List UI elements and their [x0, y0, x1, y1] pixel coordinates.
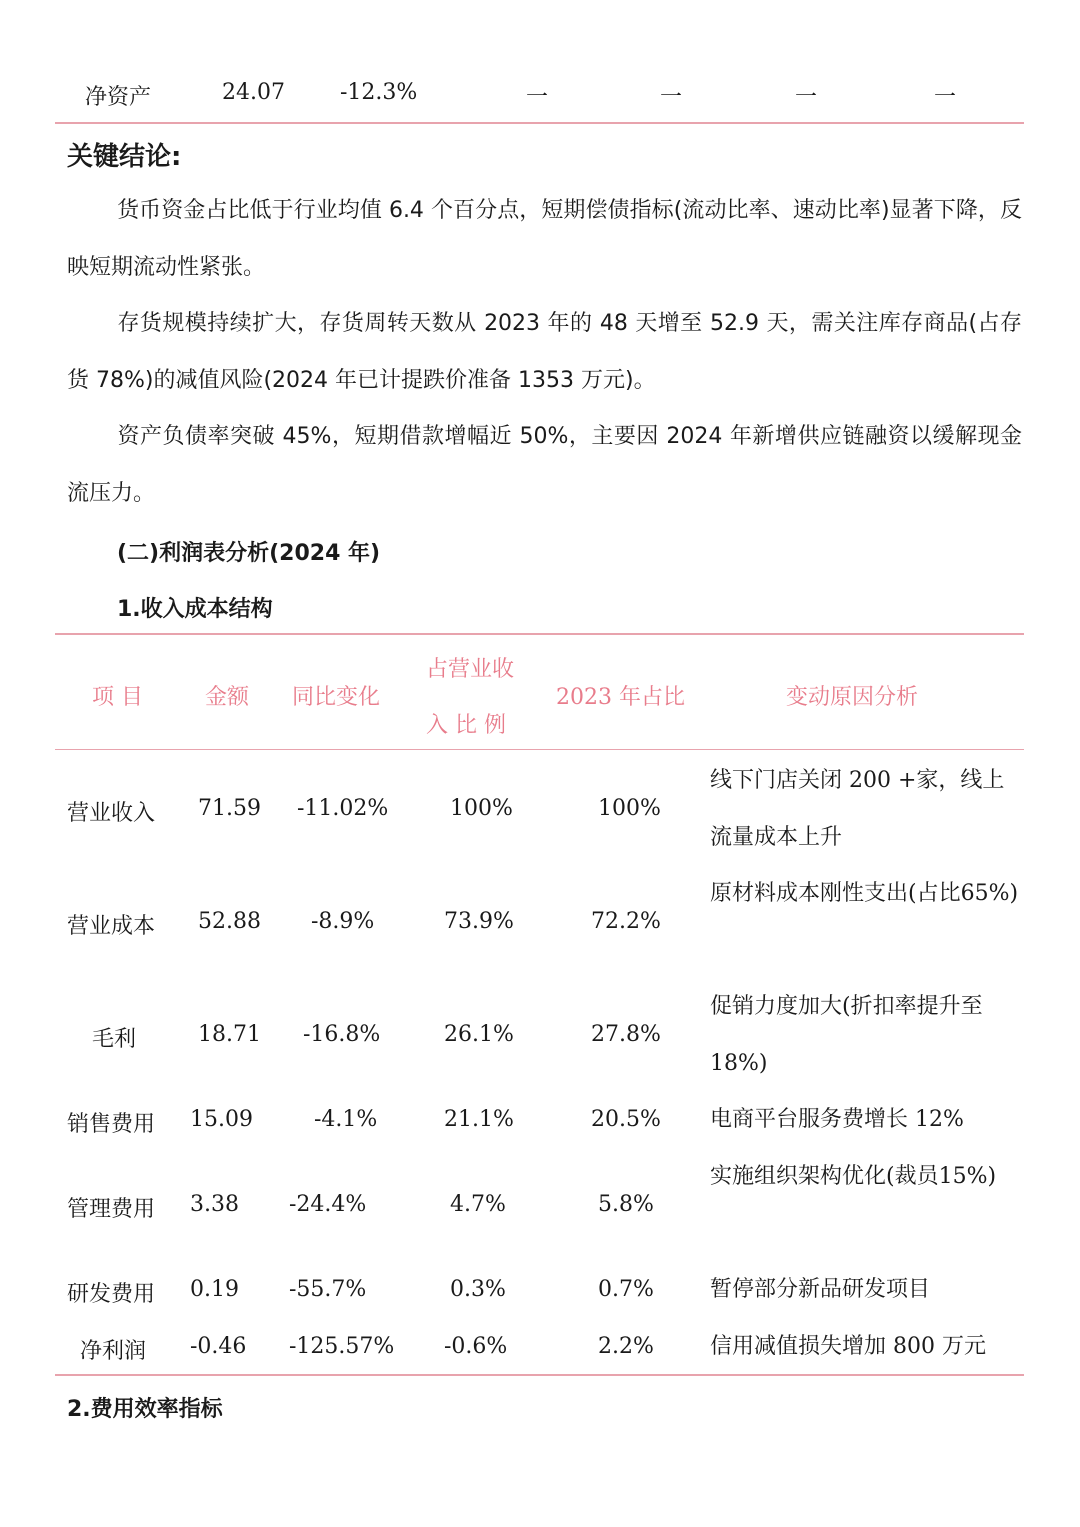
cell-yoy: -125.57%: [289, 1334, 395, 1359]
cell-share-2023: 0.7%: [598, 1277, 654, 1302]
cell-reason: 原材料成本刚性支出(占比65%): [710, 881, 1019, 906]
cell-share-2023: 72.2%: [591, 909, 661, 934]
cell-item: 毛利: [92, 1027, 137, 1052]
cell-share: 21.1%: [444, 1107, 514, 1132]
conclusion-paragraph: 资产负债率突破 45%，短期借款增幅近 50%，主要因 2024 年新增供应链融资以缓解现金流压力。: [67, 424, 1022, 506]
cell-reason: 暂停部分新品研发项目: [710, 1277, 931, 1302]
cell-yoy: -24.4%: [289, 1192, 367, 1217]
cell-item: 营业成本: [67, 914, 156, 939]
cell-reason: 促销力度加大(折扣率提升至 18%): [710, 994, 983, 1076]
cell-amount: -0.46: [190, 1334, 247, 1359]
table-bottom-rule: [55, 122, 1024, 124]
dash-cell: 一: [660, 85, 683, 110]
cell-share: 26.1%: [444, 1022, 514, 1047]
conclusion-paragraph: 货币资金占比低于行业均值 6.4 个百分点，短期偿债指标(流动比率、速动比率)显著下降，反映短期流动性紧张。: [67, 198, 1022, 280]
cell-item: 管理费用: [67, 1197, 156, 1222]
cell-amount: 15.09: [190, 1107, 253, 1132]
cell-yoy: -11.02%: [297, 796, 389, 821]
cell-amount: 52.88: [198, 909, 261, 934]
cell-item: 营业收入: [67, 801, 156, 826]
dash-cell: 一: [795, 85, 818, 110]
dash-cell: 一: [526, 85, 549, 110]
cell-reason: 实施组织架构优化(裁员15%): [710, 1164, 997, 1189]
cell-reason: 信用减值损失增加 800 万元: [710, 1334, 986, 1359]
header-share: 占营业收: [426, 657, 515, 682]
cell-yoy: -55.7%: [289, 1277, 367, 1302]
cell-item: 净利润: [80, 1339, 147, 1364]
header-share: 入 比 例: [426, 713, 506, 738]
cell-amount: 3.38: [190, 1192, 239, 1217]
cell-amount: 0.19: [190, 1277, 239, 1302]
cell-yoy: -4.1%: [314, 1107, 378, 1132]
net-assets-row: [0, 74, 1080, 114]
subsection-title: 1.收入成本结构: [117, 597, 273, 622]
cell-amount: 71.59: [198, 796, 261, 821]
cell-share: 0.3%: [450, 1277, 506, 1302]
header-item: 项 目: [92, 685, 143, 710]
cell-share-2023: 20.5%: [591, 1107, 661, 1132]
cell-item: 研发费用: [67, 1282, 156, 1307]
cell-share-2023: 2.2%: [598, 1334, 654, 1359]
cell-share-2023: 5.8%: [598, 1192, 654, 1217]
cell-yoy: -8.9%: [311, 909, 375, 934]
cell-yoy: -16.8%: [303, 1022, 381, 1047]
cell-share: -0.6%: [444, 1334, 508, 1359]
header-reason: 变动原因分析: [786, 685, 919, 710]
row-label: 净资产: [85, 85, 152, 110]
table-top-rule: [55, 633, 1024, 635]
cell-share-2023: 27.8%: [591, 1022, 661, 1047]
cell-reason: 线下门店关闭 200 +家，线上流量成本上升: [710, 768, 1005, 850]
conclusions-heading: 关键结论:: [67, 142, 182, 172]
cell-share: 73.9%: [444, 909, 514, 934]
subsection-title: 2.费用效率指标: [67, 1397, 223, 1422]
header-yoy: 同比变化: [292, 685, 381, 710]
cell-reason: 电商平台服务费增长 12%: [710, 1107, 964, 1132]
cell-amount: 18.71: [198, 1022, 261, 1047]
header-share-2023: 2023 年占比: [556, 685, 685, 710]
cell-share-2023: 100%: [598, 796, 661, 821]
header-rule: [55, 749, 1024, 750]
row-change: -12.3%: [340, 80, 418, 105]
conclusion-paragraph: 存货规模持续扩大，存货周转天数从 2023 年的 48 天增至 52.9 天，需关注库存商品(占存货 78%)的减值风险(2024 年已计提跌价准备 1353 万元)。: [67, 311, 1022, 393]
dash-cell: 一: [934, 85, 957, 110]
cell-share: 4.7%: [450, 1192, 506, 1217]
header-amount: 金额: [205, 685, 250, 710]
cell-item: 销售费用: [67, 1112, 156, 1137]
row-value: 24.07: [222, 80, 285, 105]
table-bottom-rule: [55, 1374, 1024, 1376]
cell-share: 100%: [450, 796, 513, 821]
section-title: (二)利润表分析(2024 年): [117, 541, 381, 566]
